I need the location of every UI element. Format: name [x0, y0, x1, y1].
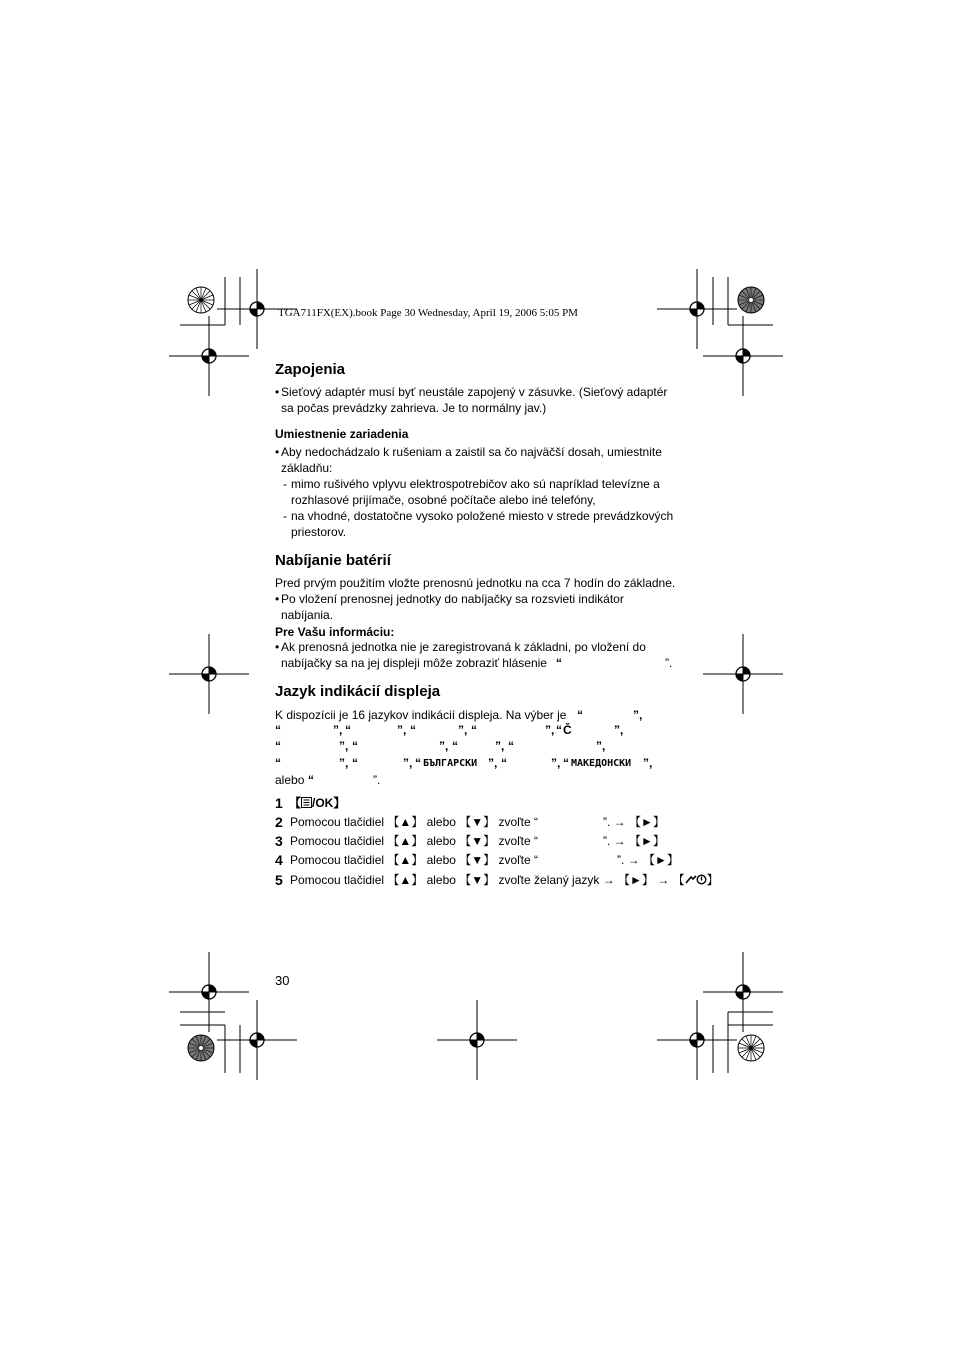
bracket: 】: [706, 873, 719, 887]
jazyk-line1: K dispozícii je 16 jazykov indikácií displeja. Na výber je: [275, 708, 567, 722]
quote-close: ”,: [614, 723, 624, 737]
nabijanie-bullet2-line1: Ak prenosná jednotka nie je zaregistrovaná k základni, po vložení do: [281, 640, 646, 654]
zapojenia-dash2-line1: na vhodné, dostatočne vysoko položené miesto v strede prevádzkových: [291, 509, 674, 523]
quote-close: ”,: [488, 756, 498, 770]
step5-text: [290, 873, 719, 888]
quote-close: ”,: [596, 739, 606, 753]
nabijanie-paragraph: Pred prvým použitím vložte prenosnú jednotku na cca 7 hodín do základne.: [275, 576, 676, 590]
quote-close: ”.: [665, 656, 673, 670]
section-title-jazyk: Jazyk indikácií displeja: [275, 683, 441, 700]
registration-crop-mark: [169, 316, 249, 396]
print-header: TGA711FX(EX).book Page 30 Wednesday, April 19, 2006 5:05 PM: [278, 307, 578, 319]
nabijanie-bullet1-line2: nabíjania.: [281, 608, 334, 622]
registration-crop-mark: [703, 952, 783, 1032]
quote-close: ”,: [633, 708, 643, 722]
bullet: •: [275, 385, 280, 399]
dash: -: [283, 477, 287, 491]
step-number: 5: [275, 872, 283, 888]
bracket: 【: [289, 796, 302, 810]
quote-open: “: [308, 773, 314, 787]
language-bulgarian: БЪЛГАРСКИ: [423, 758, 478, 769]
zapojenia-dash1-line1: mimo rušivého vplyvu elektrospotrebičov ako sú napríklad televízne a: [291, 477, 660, 491]
nabijanie-bullet2-line2: nabíjačky sa na jej displeji môže zobraziť hlásenie: [281, 656, 547, 670]
step4-tail: ”. → 【►】: [617, 853, 679, 867]
quote-open: “: [508, 739, 514, 753]
quote-open: “: [275, 723, 281, 737]
section-title-zapojenia: Zapojenia: [275, 361, 346, 378]
dash: -: [283, 509, 287, 523]
zapojenia-dash2-line2: priestorov.: [291, 525, 347, 539]
quote-close: ”,: [439, 739, 449, 753]
step2-text: Pomocou tlačidiel 【▲】 alebo 【▼】 zvoľte “: [290, 815, 539, 829]
quote-open: “: [556, 656, 562, 670]
page-number: 30: [275, 973, 290, 988]
zapojenia-bullet2-line1: Aby nedochádzalo k rušeniam a zaistil sa čo najväčší dosah, umiestnite: [281, 445, 662, 459]
step4-text: Pomocou tlačidiel 【▲】 alebo 【▼】 zvoľte “: [290, 853, 539, 867]
registration-crop-mark: [217, 1000, 297, 1080]
zapojenia-bullet1-line1: Sieťový adaptér musí byť neustále zapojený v zásuvke. (Sieťový adaptér: [281, 385, 668, 399]
quote-close: ”,: [495, 739, 505, 753]
step5-main: Pomocou tlačidiel 【▲】 alebo 【▼】 zvoľte želaný jazyk → 【►】 → 【: [290, 873, 685, 887]
menu-ok-icon: [301, 797, 312, 808]
quote-open: “: [352, 739, 358, 753]
quote-close: ”,: [458, 723, 468, 737]
quote-close: ”,: [397, 723, 407, 737]
bullet: •: [275, 640, 280, 654]
quote-open: “: [501, 756, 507, 770]
quote-close: ”,: [551, 756, 561, 770]
step-number: 3: [275, 833, 283, 849]
quote-close: ”,: [333, 723, 343, 737]
quote-close: ”,: [403, 756, 413, 770]
bullet: •: [275, 592, 280, 606]
jazyk-alebo: alebo: [275, 773, 305, 787]
step1-text: [289, 796, 345, 811]
bullet: •: [275, 445, 280, 459]
registration-crop-mark: [169, 634, 249, 714]
section-title-nabijanie: Nabíjanie batérií: [275, 552, 391, 569]
registration-crop-mark: [703, 316, 783, 396]
quote-open: “: [452, 739, 458, 753]
registration-crop-mark: [169, 952, 249, 1032]
registration-crop-mark: [657, 269, 737, 349]
quote-close: ”,: [339, 739, 349, 753]
quote-close: ”,: [643, 756, 653, 770]
quote-open: “: [563, 756, 569, 770]
step3-text: Pomocou tlačidiel 【▲】 alebo 【▼】 zvoľte “: [290, 834, 539, 848]
quote-close: ”.: [373, 773, 381, 787]
quote-open: “: [352, 756, 358, 770]
registration-crop-mark: [657, 1000, 737, 1080]
quote-close: ”,: [339, 756, 349, 770]
zapojenia-bullet1-line2: sa počas prevádzky zahrieva. Je to normálny jav.): [281, 401, 547, 415]
step-number: 1: [275, 795, 283, 811]
starburst-icon: [738, 1035, 764, 1061]
quote-close: ”,: [545, 723, 555, 737]
subheading-info: Pre Vašu informáciu:: [275, 625, 395, 639]
quote-open: “: [415, 756, 421, 770]
step-number: 2: [275, 814, 283, 830]
off-power-icon: [685, 874, 707, 885]
step-number: 4: [275, 852, 283, 868]
language-macedonian: МАКЕДОНСКИ: [571, 758, 632, 769]
subheading-umiestnenie: Umiestnenie zariadenia: [275, 427, 409, 441]
quote-open: “: [275, 756, 281, 770]
quote-open: “: [345, 723, 351, 737]
nabijanie-bullet1-line1: Po vložení prenosnej jednotky do nabíjačky sa rozsvieti indikátor: [281, 592, 624, 606]
quote-open: “: [471, 723, 477, 737]
ok-label: /OK】: [312, 796, 346, 810]
zapojenia-dash1-line2: rozhlasové prijímače, osobné počítače alebo iné telefóny,: [291, 493, 596, 507]
step3-tail: ”. → 【►】: [603, 834, 665, 848]
quote-open: “: [410, 723, 416, 737]
quote-open: “: [577, 708, 583, 722]
quote-open: “: [556, 723, 562, 737]
starburst-icon: [188, 287, 214, 313]
zapojenia-bullet2-line2: základňu:: [281, 461, 333, 475]
c-caron: Č: [563, 723, 572, 737]
registration-crop-mark: [437, 1000, 517, 1080]
starburst-icon: [188, 1035, 214, 1061]
starburst-icon: [738, 287, 764, 313]
step2-tail: ”. → 【►】: [603, 815, 665, 829]
registration-crop-mark: [703, 634, 783, 714]
quote-open: “: [275, 739, 281, 753]
